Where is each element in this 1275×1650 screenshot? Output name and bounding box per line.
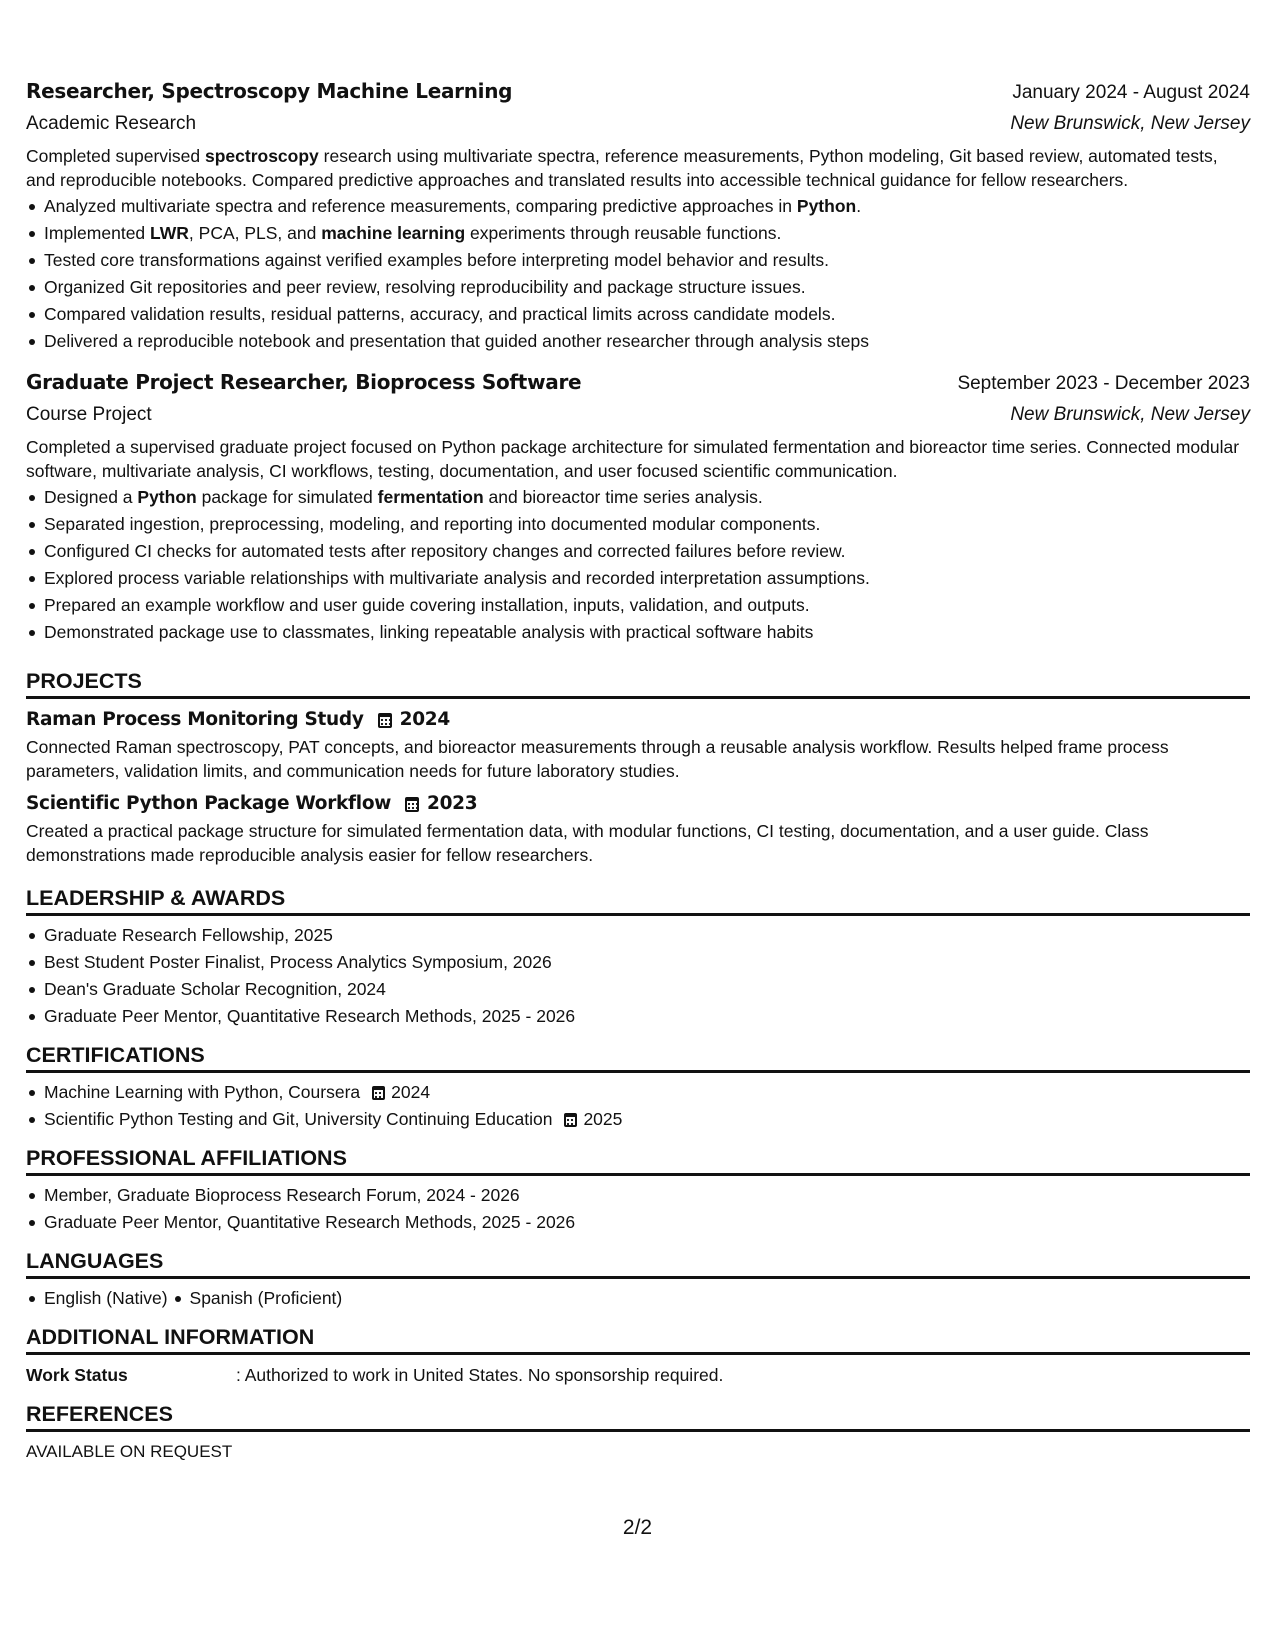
job-dates: January 2024 - August 2024 [1012,82,1250,103]
text-run: experiments through reusable functions. [465,223,782,243]
references-text: AVAILABLE ON REQUEST [26,1442,233,1461]
job-bullets [26,484,1250,646]
experience-entry [26,74,1250,355]
section-heading-languages: LANGUAGES [26,1236,1250,1279]
work-status-row [26,1361,1250,1389]
project-year: 2023 [427,793,478,814]
language-item: English (Native) [44,1285,168,1312]
job-title: Researcher, Spectroscopy Machine Learning [26,79,513,103]
job-bullets [26,193,1250,355]
project-year: 2024 [399,709,450,730]
text-run: Configured CI checks for automated tests after repository changes and corrected failures before review. [44,541,846,561]
experience-entry [26,365,1250,646]
certification-year: 2025 [583,1109,623,1129]
bold-keyword: machine learning [321,223,466,243]
text-run: Completed supervised [26,146,205,166]
job-location: New Brunswick, New Jersey [1010,113,1250,134]
bullet-item [44,538,1250,565]
work-status-label: Work Status [26,1365,128,1385]
bullet-item [44,274,1250,301]
certification-item [44,1106,1250,1133]
bullet-item [44,193,1250,220]
language-item: Spanish (Proficient) [190,1285,343,1312]
bullet-item [44,592,1250,619]
list-item: Graduate Research Fellowship, 2025 [44,922,1250,949]
calendar-icon [405,797,419,812]
section-heading-affiliations: PROFESSIONAL AFFILIATIONS [26,1133,1250,1176]
text-run: package for simulated [196,487,378,507]
text-run: , PCA, PLS, and [188,223,322,243]
text-run: Prepared an example workflow and user guide covering installation, inputs, validation, and outputs. [44,595,810,615]
list-item: Graduate Peer Mentor, Quantitative Research Methods, 2025 - 2026 [44,1209,1250,1236]
certification-year: 2024 [391,1082,431,1102]
text-run: Organized Git repositories and peer review, resolving reproducibility and package structure issues. [44,277,806,297]
project-description: Created a practical package structure for simulated fermentation data, with modular functions, CI testing, documentation, and a user guide. Class demonstrations made reproducible analysis easier for fellow researchers. [26,821,1149,865]
project-entry [26,789,1250,867]
job-organization: Course Project [26,404,152,425]
project-description: Connected Raman spectroscopy, PAT concepts, and bioreactor measurements through a reusable analysis workflow. Results helped frame process parameters, validation limits, and communication needs for future laboratory studies. [26,737,1169,781]
list-item: Member, Graduate Bioprocess Research Forum, 2024 - 2026 [44,1182,1250,1209]
text-run: and bioreactor time series analysis. [483,487,763,507]
bold-keyword: Python [796,196,857,216]
job-summary [26,144,1250,192]
job-dates: September 2023 - December 2023 [957,373,1250,394]
job-summary [26,435,1250,483]
page-number: 2/2 [622,1516,653,1539]
text-run: Designed a [44,487,138,507]
section-heading-additional: ADDITIONAL INFORMATION [26,1312,1250,1355]
certification-name: Machine Learning with Python, Coursera [44,1082,361,1102]
text-run: Implemented [44,223,151,243]
list-item: Best Student Poster Finalist, Process Analytics Symposium, 2026 [44,949,1250,976]
project-entry [26,705,1250,783]
job-title: Graduate Project Researcher, Bioprocess Software [26,370,582,394]
list-item: Graduate Peer Mentor, Quantitative Research Methods, 2025 - 2026 [44,1003,1250,1030]
job-organization: Academic Research [26,113,197,134]
text-run: research using multivariate spectra, reference measurements, Python modeling, Git based review, automated tests, and reproducible notebooks. Compared predictive approaches and translated results into accessible technical guidance for fellow researchers. [26,146,1218,190]
resume-page-2 [26,74,1250,1466]
affiliations-list [26,1182,1250,1236]
certification-name: Scientific Python Testing and Git, University Continuing Education [44,1109,553,1129]
work-status-value: : Authorized to work in United States. No sponsorship required. [236,1365,724,1385]
calendar-icon [564,1113,577,1127]
job-location: New Brunswick, New Jersey [1010,404,1250,425]
section-heading-references: REFERENCES [26,1389,1250,1432]
project-title: Scientific Python Package Workflow [26,793,392,814]
calendar-icon [378,713,392,728]
project-title: Raman Process Monitoring Study [26,709,364,730]
bullet-item [44,247,1250,274]
section-heading-projects: PROJECTS [26,656,1250,699]
text-run: Separated ingestion, preprocessing, modeling, and reporting into documented modular components. [44,514,821,534]
section-heading-leadership: LEADERSHIP & AWARDS [26,873,1250,916]
bullet-item [44,484,1250,511]
text-run: Explored process variable relationships with multivariate analysis and recorded interpretation assumptions. [44,568,870,588]
bullet-item [44,220,1250,247]
bullet-item [44,328,1250,355]
bold-keyword: spectroscopy [204,146,319,166]
certifications-list [26,1079,1250,1133]
text-run: Completed a supervised graduate project focused on Python package architecture for simulated fermentation and bioreactor time series. Connected modular software, multivariate analysis, CI workflows, testing, documentation, and user focused scientific communication. [26,437,1240,481]
bold-keyword: LWR [150,223,189,243]
text-run: Demonstrated package use to classmates, linking repeatable analysis with practical software habits [44,622,814,642]
bullet-item [44,511,1250,538]
text-run: Analyzed multivariate spectra and reference measurements, comparing predictive approaches in [44,196,797,216]
languages-list [26,1285,1250,1312]
certification-item [44,1079,1250,1106]
text-run: Delivered a reproducible notebook and presentation that guided another researcher through analysis steps [44,331,869,351]
bullet-item [44,565,1250,592]
bold-keyword: fermentation [377,487,484,507]
section-heading-certifications: CERTIFICATIONS [26,1030,1250,1073]
leadership-list [26,922,1250,1030]
calendar-icon [372,1086,385,1100]
bold-keyword: Python [137,487,197,507]
text-run: Compared validation results, residual patterns, accuracy, and practical limits across candidate models. [44,304,836,324]
text-run: Tested core transformations against verified examples before interpreting model behavior and results. [44,250,829,270]
bullet-item [44,301,1250,328]
bullet-item [44,619,1250,646]
list-item: Dean's Graduate Scholar Recognition, 2024 [44,976,1250,1003]
text-run: . [856,196,862,216]
